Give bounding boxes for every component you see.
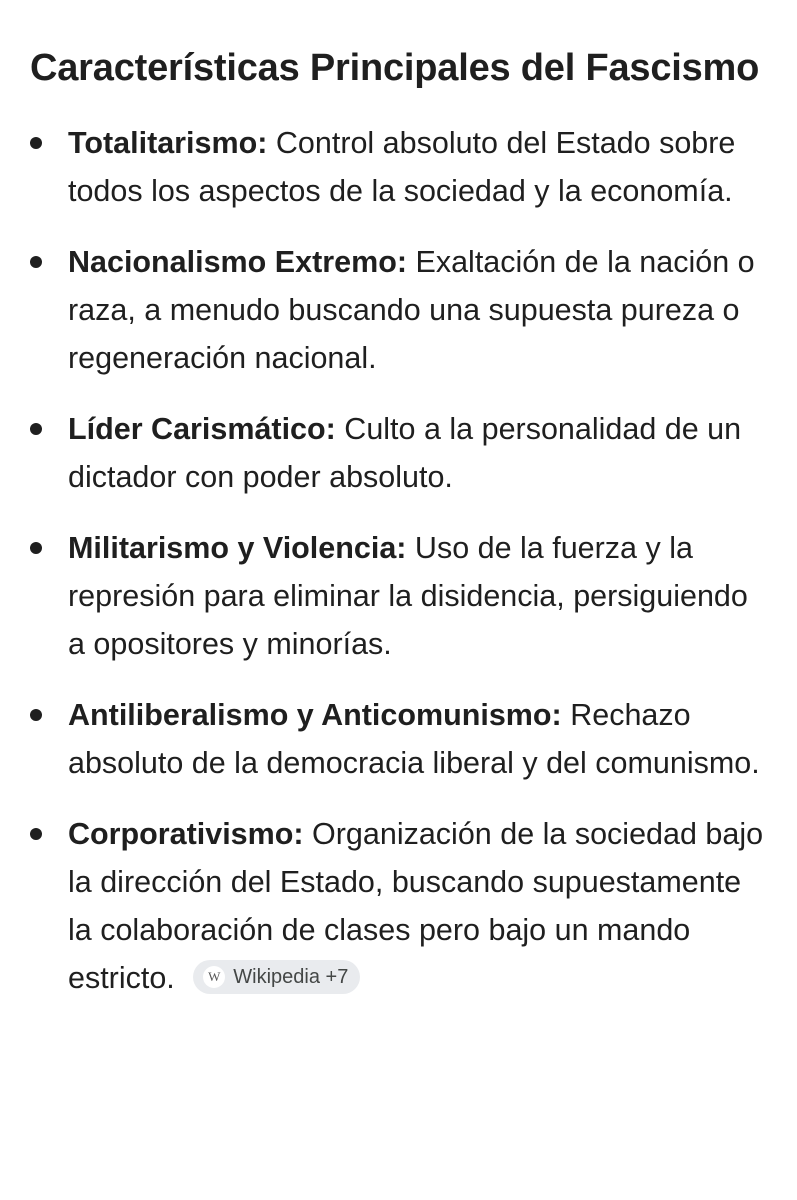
source-chip-button[interactable] bbox=[193, 960, 360, 994]
item-term: Nacionalismo Extremo: bbox=[68, 245, 407, 279]
item-term: Líder Carismático: bbox=[68, 412, 336, 446]
bullet-icon bbox=[30, 256, 42, 268]
wikipedia-w-icon: W bbox=[203, 966, 225, 988]
item-term: Corporativismo: bbox=[68, 817, 304, 851]
bullet-icon bbox=[30, 828, 42, 840]
characteristics-list bbox=[30, 119, 767, 1002]
source-chip-label: Wikipedia +7 bbox=[233, 965, 349, 988]
list-item-antiliberalismo bbox=[30, 691, 767, 787]
list-item-totalitarismo bbox=[30, 119, 767, 215]
bullet-icon bbox=[30, 709, 42, 721]
item-description: Uso de la fuerza y la represión para eliminar la disidencia, persiguiendo a opositores y minorías. bbox=[68, 531, 748, 661]
list-item-militarismo bbox=[30, 524, 767, 668]
list-item-nacionalismo bbox=[30, 238, 767, 382]
item-term: Militarismo y Violencia: bbox=[68, 531, 407, 565]
item-description: Control absoluto del Estado sobre todos los aspectos de la sociedad y la economía. bbox=[68, 126, 736, 208]
item-description: Exaltación de la nación o raza, a menudo buscando una supuesta pureza o regeneración nacional. bbox=[68, 245, 755, 375]
bullet-icon bbox=[30, 423, 42, 435]
section-heading: Características Principales del Fascismo bbox=[30, 47, 760, 89]
bullet-icon bbox=[30, 542, 42, 554]
item-description: Organización de la sociedad bajo la dirección del Estado, buscando supuestamente la colaboración de clases pero bajo un mando estricto. bbox=[68, 817, 764, 995]
list-item-lider bbox=[30, 405, 767, 501]
bullet-icon bbox=[30, 137, 42, 149]
item-description: Rechazo absoluto de la democracia liberal y del comunismo. bbox=[68, 698, 760, 780]
list-item-corporativismo bbox=[30, 810, 767, 1002]
item-description: Culto a la personalidad de un dictador con poder absoluto. bbox=[68, 412, 742, 494]
item-term: Antiliberalismo y Anticomunismo: bbox=[68, 698, 562, 732]
item-term: Totalitarismo: bbox=[68, 126, 268, 160]
